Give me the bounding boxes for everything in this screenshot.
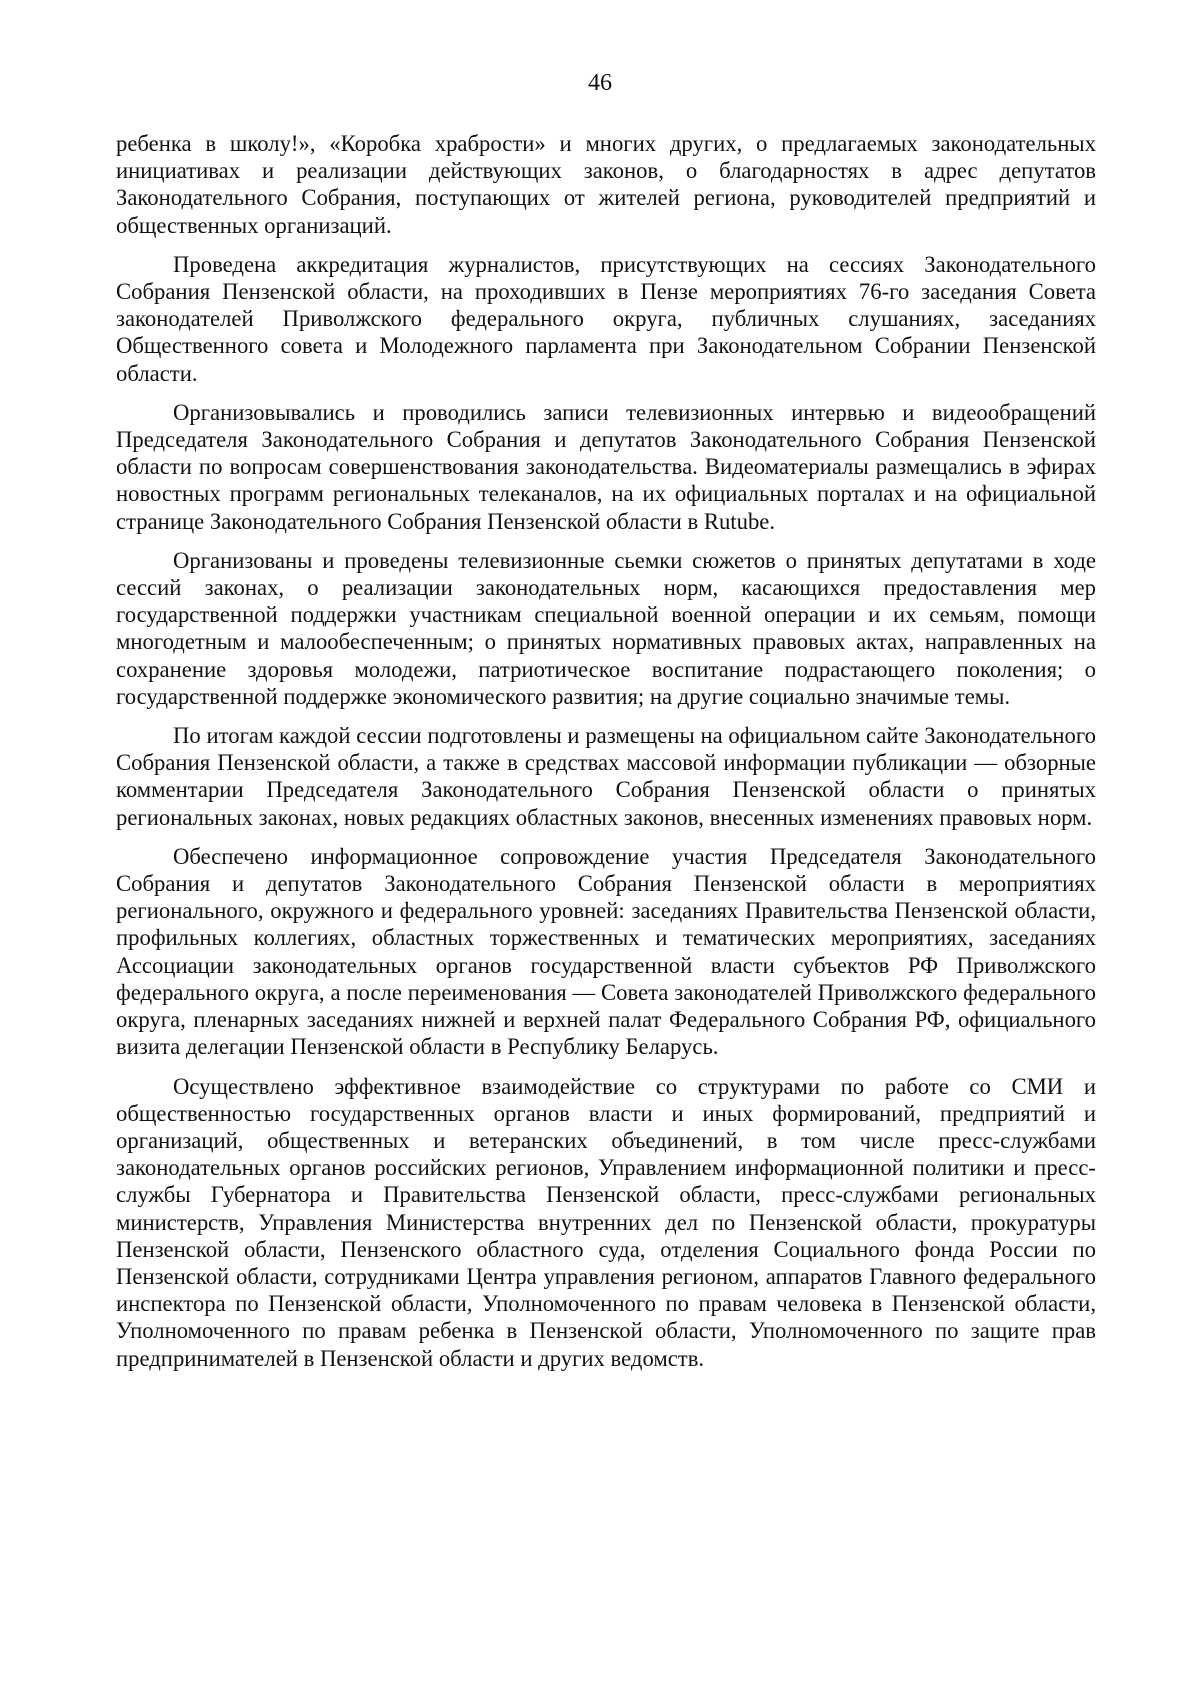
paragraph-media-cooperation: Осуществлено эффективное взаимодействие со структурами по работе со СМИ и общественностью государственных органов власти и иных формирований, предприятий и организаций, общественных и ветеранских объединений, в том числе пресс-службами законодательных органов российских регионов, Управлением информационной политики и пресс-службы Губернатора и Правительства Пензенской области, пресс-службами региональных министерств, Управления Министерства внутренних дел по Пензенской области, прокуратуры Пензенской области, Пензенского областного суда, отделения Социального фонда России по Пензенской области, сотрудниками Центра управления регионом, аппаратов Главного федерального инспектора по Пензенской области, Уполномоченного по правам человека в Пензенской области, Уполномоченного по правам ребенка в Пензенской области, Уполномоченного по защите прав предпринимателей в Пензенской области и других ведомств.: [116, 1073, 1096, 1371]
paragraph-information-support: Обеспечено информационное сопровождение участия Председателя Законодательного Собрания и депутатов Законодательного Собрания Пензенской области в мероприятиях регионального, окружного и федерального уровней: заседаниях Правительства Пензенской области, профильных коллегиях, областных торжественных и тематических мероприятиях, заседаниях Ассоциации законодательных органов государственной власти субъектов РФ Приволжского федерального округа, а после переименования — Совета законодателей Приволжского федерального округа, пленарных заседаниях нижней и верхней палат Федерального Собрания РФ, официального визита делегации Пензенской области в Республику Беларусь.: [116, 843, 1096, 1060]
paragraph-accreditation: Проведена аккредитация журналистов, присутствующих на сессиях Законодательного Собрания Пензенской области, на проходивших в Пензе мероприятиях 76-го заседания Совета законодателей Приволжского федерального округа, публичных слушаниях, заседаниях Общественного совета и Молодежного парламента при Законодательном Собрании Пензенской области.: [116, 251, 1096, 386]
document-body: [116, 130, 1096, 1384]
paragraph-continuation: ребенка в школу!», «Коробка храбрости» и многих других, о предлагаемых законодательных инициативах и реализации действующих законов, о благодарностях в адрес депутатов Законодательного Собрания, поступающих от жителей региона, руководителей предприятий и общественных организаций.: [116, 131, 1096, 238]
page-number: 46: [588, 70, 612, 96]
paragraph-tv-filming: Организованы и проведены телевизионные сьемки сюжетов о принятых депутатами в ходе сессий законах, о реализации законодательных норм, касающихся предоставления мер государственной поддержки участникам специальной военной операции и их семьям, помощи многодетным и малообеспеченным; о принятых нормативных правовых актах, направленных на сохранение здоровья молодежи, патриотическое воспитание подрастающего поколения; о государственной поддержке экономического развития; на другие социально значимые темы.: [116, 547, 1096, 709]
paragraph-tv-interviews: Организовывались и проводились записи телевизионных интервью и видеообращений Председателя Законодательного Собрания и депутатов Законодательного Собрания Пензенской области по вопросам совершенствования законодательства. Видеоматериалы размещались в эфирах новостных программ региональных телеканалов, на их официальных порталах и на официальной странице Законодательного Собрания Пензенской области в Rutube.: [116, 399, 1096, 534]
paragraph-session-publications: По итогам каждой сессии подготовлены и размещены на официальном сайте Законодательного Собрания Пензенской области, а также в средствах массовой информации публикации — обзорные комментарии Председателя Законодательного Собрания Пензенской области о принятых региональных законах, новых редакциях областных законов, внесенных изменениях правовых норм.: [116, 723, 1096, 830]
